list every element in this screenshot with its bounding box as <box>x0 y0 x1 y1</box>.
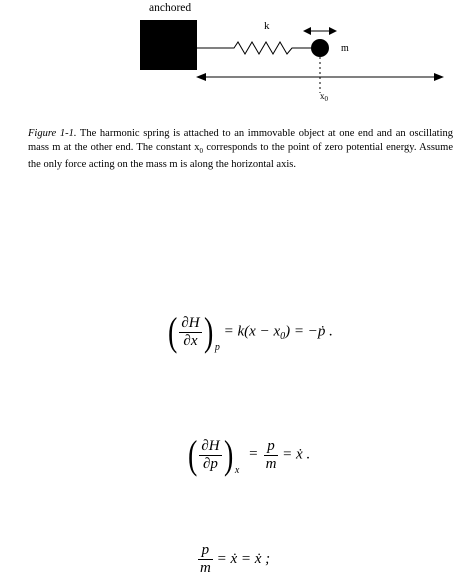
anchored-block <box>140 20 197 70</box>
left-paren: ( <box>167 309 178 354</box>
fraction-numerator: ∂H <box>201 437 220 454</box>
mass-label: m <box>341 43 349 54</box>
equation-rhs: = k(x − x <box>223 323 281 340</box>
axis-right-arrowhead <box>434 73 444 81</box>
caption-text-2: corresponds to the point of zero potential energy. Assume the only force acting on the mass m is along the horizontal axis. <box>28 141 453 171</box>
fraction-numerator: p <box>264 438 279 456</box>
rhs-subscript: 0 <box>280 331 286 343</box>
partial-fraction <box>199 438 221 473</box>
fraction-denominator: m <box>200 560 211 576</box>
left-paren: ( <box>187 432 198 477</box>
right-paren: ) <box>223 432 233 477</box>
axis-left-arrowhead <box>196 73 206 81</box>
equation-rhs: = ẋ . <box>282 446 311 463</box>
equation-2 <box>186 432 311 477</box>
fraction-denominator: m <box>265 455 277 472</box>
anchored-label: anchored <box>149 2 192 14</box>
momentum-over-mass <box>198 542 213 577</box>
equation-rhs-end: ) = −ṗ . <box>285 323 333 340</box>
equation-1 <box>166 309 333 354</box>
fraction-denominator: ∂p <box>202 455 218 472</box>
fraction-denominator: ∂x <box>183 332 198 349</box>
figure-caption <box>28 127 453 172</box>
oscillation-arrow-right-head <box>329 27 337 35</box>
caption-subscript: 0 <box>199 146 204 155</box>
equals-sign: = <box>249 446 258 463</box>
fraction-numerator: ∂H <box>181 314 200 331</box>
partial-fraction <box>179 315 201 350</box>
equation-rhs: = ẋ = ẋ ; <box>216 550 271 567</box>
fraction-numerator: p <box>198 542 213 560</box>
held-constant-subscript: p <box>214 342 220 354</box>
mass <box>311 39 329 57</box>
equation-3 <box>198 542 270 577</box>
held-constant-subscript: x <box>234 465 240 477</box>
right-paren: ) <box>203 309 213 354</box>
caption-text: The harmonic spring is attached to an immovable object at one end and an oscillating mass m at the other end. The constant x <box>28 128 453 153</box>
momentum-over-mass <box>264 438 279 473</box>
oscillation-arrow-left-head <box>303 27 311 35</box>
spring-mass-figure <box>0 0 455 110</box>
spring-constant-label: k <box>264 20 270 32</box>
spring <box>197 42 312 54</box>
figure-label: Figure 1-1. <box>28 128 77 139</box>
x0-label: $x_0$ <box>320 91 328 103</box>
